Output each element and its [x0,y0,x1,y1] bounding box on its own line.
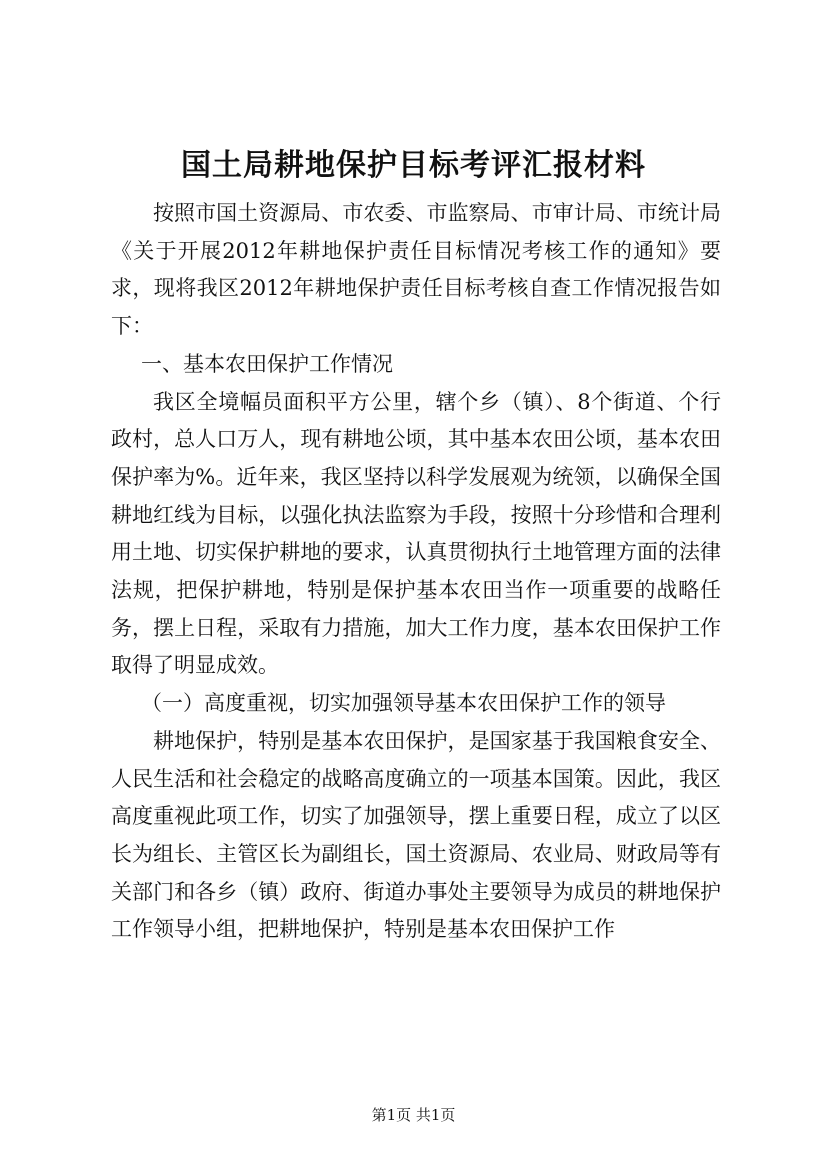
subsection-heading-1: （一）高度重视，切实加强领导基本农田保护工作的领导 [141,691,666,716]
page-footer: 第1页 共1页 [371,1106,456,1124]
paragraph-overview: 我区全境幅员面积平方公里，辖个乡（镇）、8个街道、个行政村，总人口万人，现有耕地公顷，其中基本农田公顷，基本农田保护率为%。近年来，我区坚持以科学发展观为统领，以确保全国耕地红线为目标，以强化执法监察为手段，按照十分珍惜和合理利用土地、切实保护耕地的要求，认真贯彻执行土地管理方面的法律法规，把保护耕地，特别是保护基本农田当作一项重要的战略任务，摆上日程，采取有力措施，加大工作力度，基本农田保护工作取得了明显成效。 [111,389,721,678]
document-body [111,195,721,949]
paragraph-leadership: 耕地保护，特别是基本农田保护，是国家基于我国粮食安全、人民生活和社会稳定的战略高度确立的一项基本国策。因此，我区高度重视此项工作，切实了加强领导，摆上重要日程，成立了以区长为组长、主管区长为副组长，国土资源局、农业局、财政局等有关部门和各乡（镇）政府、街道办事处主要领导为成员的耕地保护工作领导小组，把耕地保护，特别是基本农田保护工作 [111,728,721,942]
section-heading-1: 一、基本农田保护工作情况 [141,351,393,376]
document-title: 国土局耕地保护目标考评汇报材料 [181,148,646,183]
paragraph-intro: 按照市国土资源局、市农委、市监察局、市审计局、市统计局《关于开展2012年耕地保护责任目标情况考核工作的通知》要求，现将我区2012年耕地保护责任目标考核自查工作情况报告如下： [111,201,721,339]
